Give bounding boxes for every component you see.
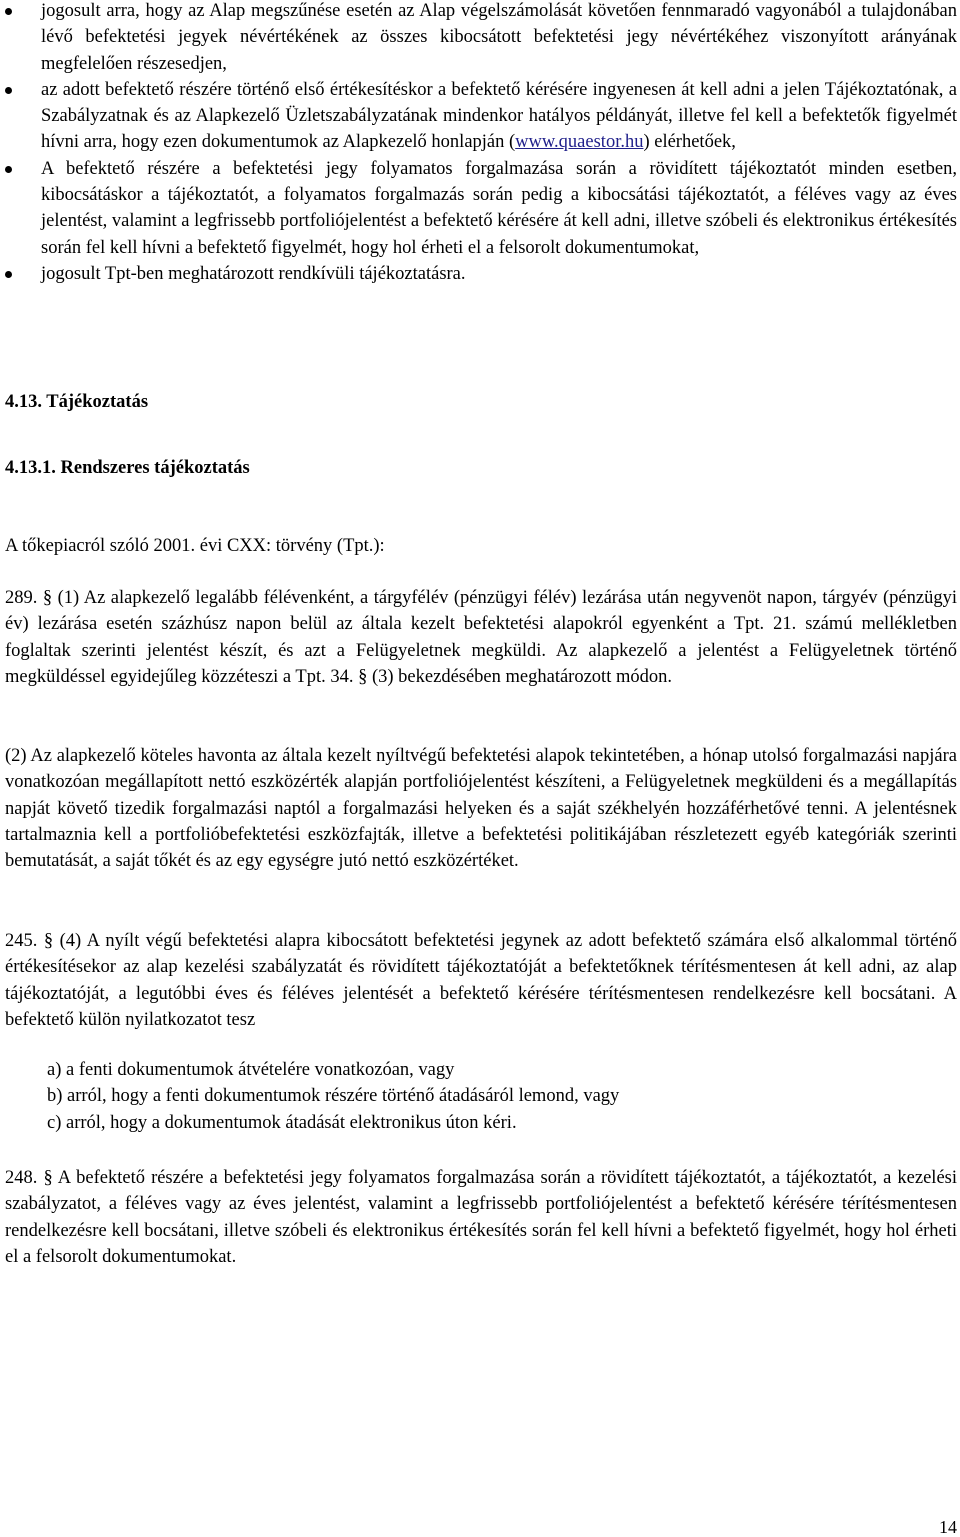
bullet-item	[5, 0, 957, 77]
paragraph-289-2: (2) Az alapkezelő köteles havonta az általa kezelt nyíltvégű befektetési alapok tekintetében, a hónap utolsó forgalmazási napjára vonatkozóan megállapított nettó eszközérték alapján portfoliójelentést készíteni, a Felügyeletnek megküldeni és a megállapítás napját követő tizedik forgalmazási naptól a forgalmazási helyeken és a saját székhelyén hozzáférhetővé tenni. A jelentésnek tartalmaznia kell a portfolióbefektetési eszközfajták, illetve a befektetési politikájában részletezett egyéb kategóriák szerinti bemutatását, a saját tőkét és az egy egységre jutó nettó eszközértéket.	[5, 746, 957, 872]
paragraph-245: 245. § (4) A nyílt végű befektetési alapra kibocsátott befektetési jegynek az adott befektető számára első alkalommal történő értékesítésekor az alap kezelési szabályzatát és rövidített tájékoztatóját a befektetőknek térítésmentesen át kell adni, az alap tájékoztatóját, a legutóbbi éves és féléves jelentését a befektető kérésére térítésmentesen rendelkezésre kell bocsátani. A befektető külön nyilatkozatot tesz	[5, 931, 957, 1030]
paragraph-289-1: 289. § (1) Az alapkezelő legalább félévenként, a tárgyfélév (pénzügyi félév) lezárása után negyvenöt napon, tárgyév (pénzügyi év) lezárása esetén százhúsz napon belül az általa kezelt befektetési alapokról egyenként a Tpt. 21. számú mellékletben foglaltak szerinti jelentést készít, és azt a Felügyeletnek megküldi. Az alapkezelő a jelentést a Felügyeletnek történő megküldéssel egyidejűleg közzéteszi a Tpt. 34. § (3) bekezdésében meghatározott módon.	[5, 588, 957, 687]
bullet-text: ) elérhetőek,	[643, 132, 736, 153]
bullet-item	[5, 261, 957, 287]
bullet-text: A befektető részére a befektetési jegy folyamatos forgalmazása során a rövidített tájékoztatót minden esetben, kibocsátáskor a tájékoztatót, a folyamatos forgalmazás során pedig a kibocsátási tájékoztatót, a féléves vagy az éves jelentést, valamint a legfrissebb portfoliójelentést a befektető kérésére át kell adni, illetve szóbeli és elektronikus értékesítés során fel kell hívni a befektető figyelmét, hogy hol érheti el a felsorolt dokumentumokat,	[41, 158, 957, 258]
bullet-text: az adott befektető részére történő első értékesítéskor a befektető kérésére ingyenesen át kell adni a jelen Tájékoztatónak, a Szabályzatnak és az Alapkezelő Üzletszabályzatának mindenkor hatályos példányát, illetve fel kell a befektetők figyelmét hívni arra, hogy ezen dokumentumok az Alapkezelő honlapján (	[41, 79, 957, 153]
bullet-dot-icon	[5, 87, 12, 94]
bullet-dot-icon	[5, 271, 12, 278]
declaration-options-list	[47, 1057, 619, 1136]
quaestor-link[interactable]: www.quaestor.hu	[515, 132, 644, 153]
bullet-dot-icon	[5, 8, 12, 15]
page-number: 14	[939, 1517, 957, 1537]
paragraph-248: 248. § A befektető részére a befektetési jegy folyamatos forgalmazása során a rövidített tájékoztatót, a tájékoztatót, a kezelési szabályzatot, a féléves vagy az éves jelentést, valamint a legfrissebb portfoliójelentést a befektető kérésére térítésmentesen rendelkezésre kell bocsátani, illetve szóbeli és elektronikus értékesítés során fel kell hívni a befektető figyelmét, hogy hol érheti el a felsorolt dokumentumokat.	[5, 1168, 957, 1267]
list-item: a) a fenti dokumentumok átvételére vonatkozóan, vagy	[47, 1060, 455, 1080]
subsection-heading: 4.13.1. Rendszeres tájékoztatás	[5, 458, 250, 478]
bullet-item	[5, 156, 957, 261]
law-title: A tőkepiacról szóló 2001. évi CXX: törvény (Tpt.):	[5, 536, 385, 556]
bullet-dot-icon	[5, 166, 12, 173]
rights-bullet-list	[5, 0, 957, 287]
bullet-item	[5, 77, 957, 156]
list-item: c) arról, hogy a dokumentumok átadását elektronikus úton kéri.	[47, 1112, 517, 1133]
bullet-text: jogosult arra, hogy az Alap megszűnése esetén az Alap végelszámolását követően fennmaradó vagyonából a tulajdonában lévő befektetési jegyek névértékének az összes kibocsátott befektetési jegy névértékéhez viszonyított arányának megfelelően részesedjen,	[41, 1, 957, 74]
list-item: b) arról, hogy a fenti dokumentumok részére történő átadásáról lemond, vagy	[47, 1086, 620, 1107]
section-heading: 4.13. Tájékoztatás	[5, 392, 149, 412]
bullet-text: jogosult Tpt-ben meghatározott rendkívüli tájékoztatásra.	[41, 263, 466, 284]
